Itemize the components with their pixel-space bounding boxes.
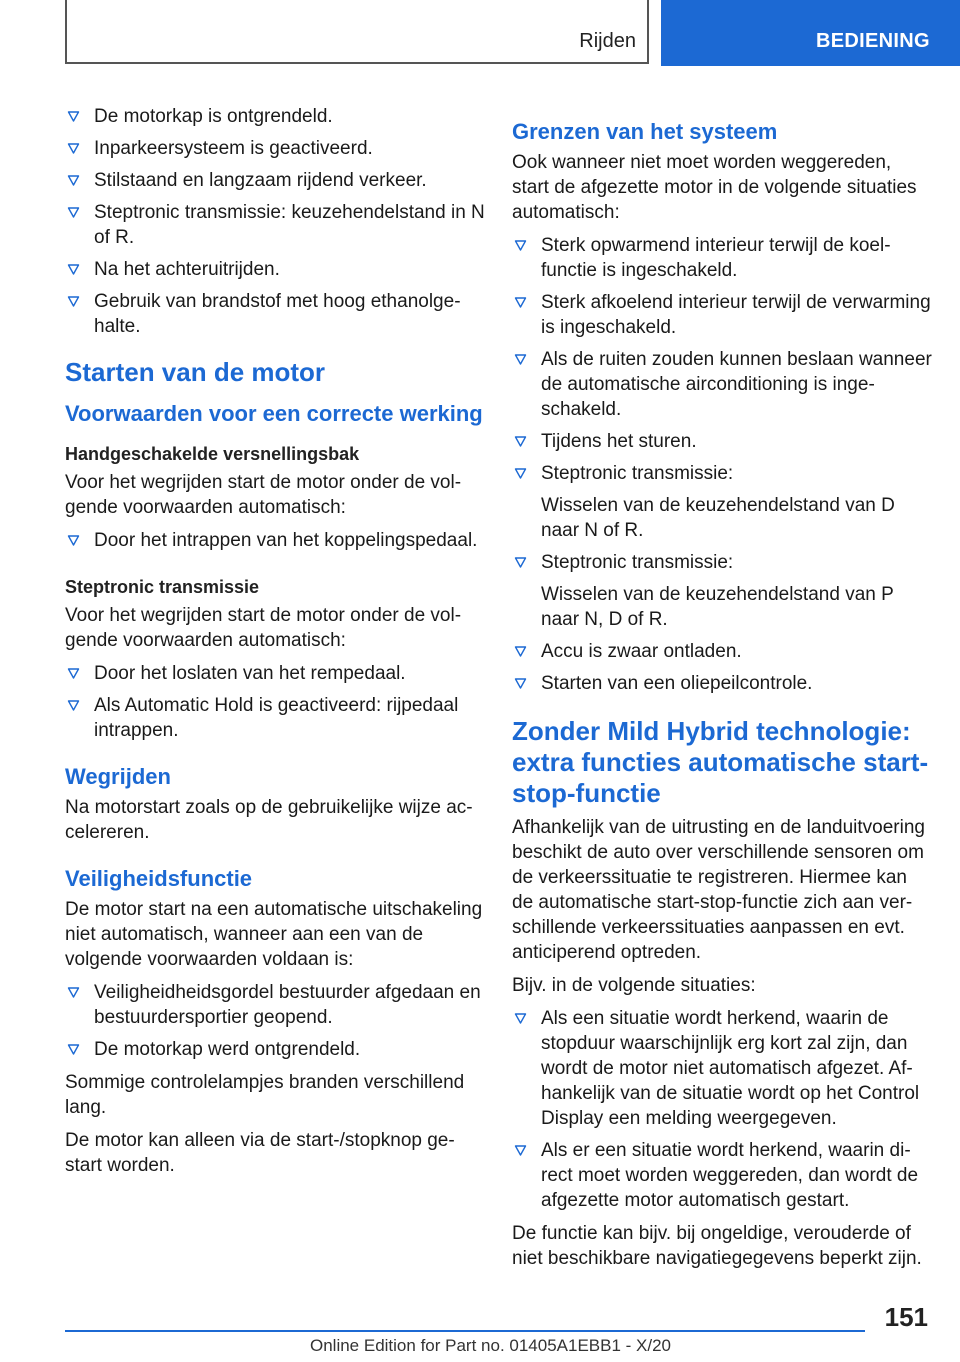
triangle-bullet-icon [67, 534, 80, 547]
heading-veiligheid: Veiligheidsfunctie [65, 866, 253, 891]
list-item [512, 461, 932, 543]
list-item-text: Gebruik van brandstof met hoog ethanolgehalte. [94, 291, 461, 337]
list-item-text: Starten van een oliepeilcontrole. [541, 673, 813, 694]
chapter-tab: BEDIENING [661, 0, 960, 66]
bullet-list-situaties [512, 1006, 932, 1213]
right-column [512, 104, 932, 1279]
triangle-bullet-icon [67, 263, 80, 276]
paragraph-veiligheid: De motor start na een automatische uitschakeling niet automatisch, wanneer aan een van de volgende voorwaarden voldaan is: [65, 899, 483, 970]
heading-zonder-mild-hybrid: Zonder Mild Hybrid technologie: extra functies automatische start-stop-functie [512, 716, 929, 808]
list-item [512, 290, 932, 340]
triangle-bullet-icon [67, 667, 80, 680]
triangle-bullet-icon [67, 174, 80, 187]
paragraph-controle: Sommige controlelampjes branden verschillend lang. [65, 1072, 465, 1118]
bullet-list-handgeschakeld [65, 528, 485, 553]
triangle-bullet-icon [514, 467, 527, 480]
list-item-text: Sterk afkoelend interieur terwijl de verwarming is ingeschakeld. [541, 292, 931, 338]
list-item [65, 289, 485, 339]
list-item-subtext: Wisselen van de keuzehendelstand van D naar N of R. [541, 495, 895, 541]
heading-grenzen: Grenzen van het systeem [512, 119, 778, 144]
paragraph-steptronic: Voor het wegrijden start de motor onder de volgende voorwaarden automatisch: [65, 605, 462, 651]
list-item [65, 104, 485, 129]
heading-steptronic: Steptronic transmissie [65, 577, 260, 597]
list-item-subtext: Wisselen van de keuzehendelstand van P naar N, D of R. [541, 584, 894, 630]
heading-wegrijden: Wegrijden [65, 764, 171, 789]
bullet-list-veiligheid [65, 980, 485, 1062]
list-item [65, 200, 485, 250]
list-item [65, 661, 485, 686]
triangle-bullet-icon [514, 556, 527, 569]
list-item-text: Als Automatic Hold is geactiveerd: rijpedaal intrappen. [94, 695, 459, 741]
list-item [65, 693, 485, 743]
list-item-text: De motorkap werd ontgrendeld. [94, 1039, 361, 1060]
paragraph-wegrijden: Na motorstart zoals op de gebruikelijke wijze accelereren. [65, 797, 473, 843]
footer-rule [65, 1330, 865, 1332]
list-item [65, 980, 485, 1030]
list-item-text: Veiligheidheidsgordel bestuurder afgedaan en bestuurdersportier geopend. [94, 982, 481, 1028]
heading-starten: Starten van de motor [65, 357, 326, 387]
bullet-list-grenzen [512, 233, 932, 696]
list-item-text: Tijdens het sturen. [541, 431, 697, 452]
paragraph-startstop: De motor kan alleen via de start-/stopknop gestart worden. [65, 1130, 455, 1176]
list-item-text: Door het intrappen van het koppelingspedaal. [94, 530, 478, 551]
list-item [65, 1037, 485, 1062]
left-column [65, 104, 485, 1186]
list-item [512, 639, 932, 664]
list-item [512, 233, 932, 283]
list-item-text: Stilstaand en langzaam rijdend verkeer. [94, 170, 427, 191]
paragraph-afhankelijk: Afhankelijk van de uitrusting en de landuitvoering beschikt de auto over verschillende sensoren om de verkeerssituatie te registreren. Hiermee kan de automatische start-stop-functie zich aan verschillende verkeerssituaties aanpassen en evt. anticiperend optreden. [512, 817, 925, 963]
list-item-text: Accu is zwaar ontladen. [541, 641, 742, 662]
triangle-bullet-icon [67, 1043, 80, 1056]
bullet-list-top [65, 104, 485, 339]
triangle-bullet-icon [514, 239, 527, 252]
list-item-text: De motorkap is ontgrendeld. [94, 106, 333, 127]
list-item [65, 168, 485, 193]
list-item [512, 1006, 932, 1131]
list-item-text: Sterk opwarmend interieur terwijl de koelfunctie is ingeschakeld. [541, 235, 891, 281]
list-item [512, 671, 932, 696]
list-item-text: Door het loslaten van het rempedaal. [94, 663, 406, 684]
list-item [65, 528, 485, 553]
list-item-text: Steptronic transmissie: keuzehendelstand in N of R. [94, 202, 485, 248]
list-item-text: Steptronic transmissie: [541, 552, 734, 573]
footer-edition: Online Edition for Part no. 01405A1EBB1 - X/20 [310, 1336, 672, 1355]
paragraph-handgeschakeld: Voor het wegrijden start de motor onder de volgende voorwaarden automatisch: [65, 472, 462, 518]
triangle-bullet-icon [67, 206, 80, 219]
triangle-bullet-icon [514, 677, 527, 690]
triangle-bullet-icon [514, 1144, 527, 1157]
section-title: Rijden [579, 30, 636, 52]
triangle-bullet-icon [514, 296, 527, 309]
triangle-bullet-icon [514, 353, 527, 366]
paragraph-grenzen: Ook wanneer niet moet worden weggereden, start de afgezette motor in de volgende situaties automatisch: [512, 152, 917, 223]
list-item [512, 550, 932, 632]
triangle-bullet-icon [67, 110, 80, 123]
list-item [512, 429, 932, 454]
list-item-text: Inparkeersysteem is geactiveerd. [94, 138, 373, 159]
paragraph-bijv: Bijv. in de volgende situaties: [512, 975, 756, 996]
list-item-text: Steptronic transmissie: [541, 463, 734, 484]
triangle-bullet-icon [514, 1012, 527, 1025]
triangle-bullet-icon [67, 142, 80, 155]
paragraph-functie: De functie kan bijv. bij ongeldige, verouderde of niet beschikbare navigatiegegevens beperkt zijn. [512, 1223, 922, 1269]
triangle-bullet-icon [67, 699, 80, 712]
list-item-text: Na het achteruitrijden. [94, 259, 280, 280]
page-number: 151 [884, 1302, 928, 1332]
bullet-list-steptronic [65, 661, 485, 743]
heading-handgeschakeld: Handgeschakelde versnellingsbak [65, 444, 360, 464]
list-item-text: Als de ruiten zouden kunnen beslaan wanneer de automatische airconditioning is ingeschakeld. [541, 349, 932, 420]
triangle-bullet-icon [67, 986, 80, 999]
list-item-text: Als er een situatie wordt herkend, waarin direct moet worden weggereden, dan wordt de afgezette motor automatisch gestart. [541, 1140, 919, 1211]
page-header [0, 0, 960, 66]
list-item-text: Als een situatie wordt herkend, waarin de stopduur waarschijnlijk erg kort zal zijn, dan wordt de motor niet automatisch afgezet. Afhankelijk van de situatie wordt op het Control Display een melding weergegeven. [541, 1008, 920, 1129]
list-item [512, 347, 932, 422]
list-item [65, 136, 485, 161]
triangle-bullet-icon [514, 645, 527, 658]
list-item [65, 257, 485, 282]
list-item [512, 1138, 932, 1213]
heading-voorwaarden: Voorwaarden voor een correcte werking [65, 401, 483, 426]
triangle-bullet-icon [67, 295, 80, 308]
triangle-bullet-icon [514, 435, 527, 448]
